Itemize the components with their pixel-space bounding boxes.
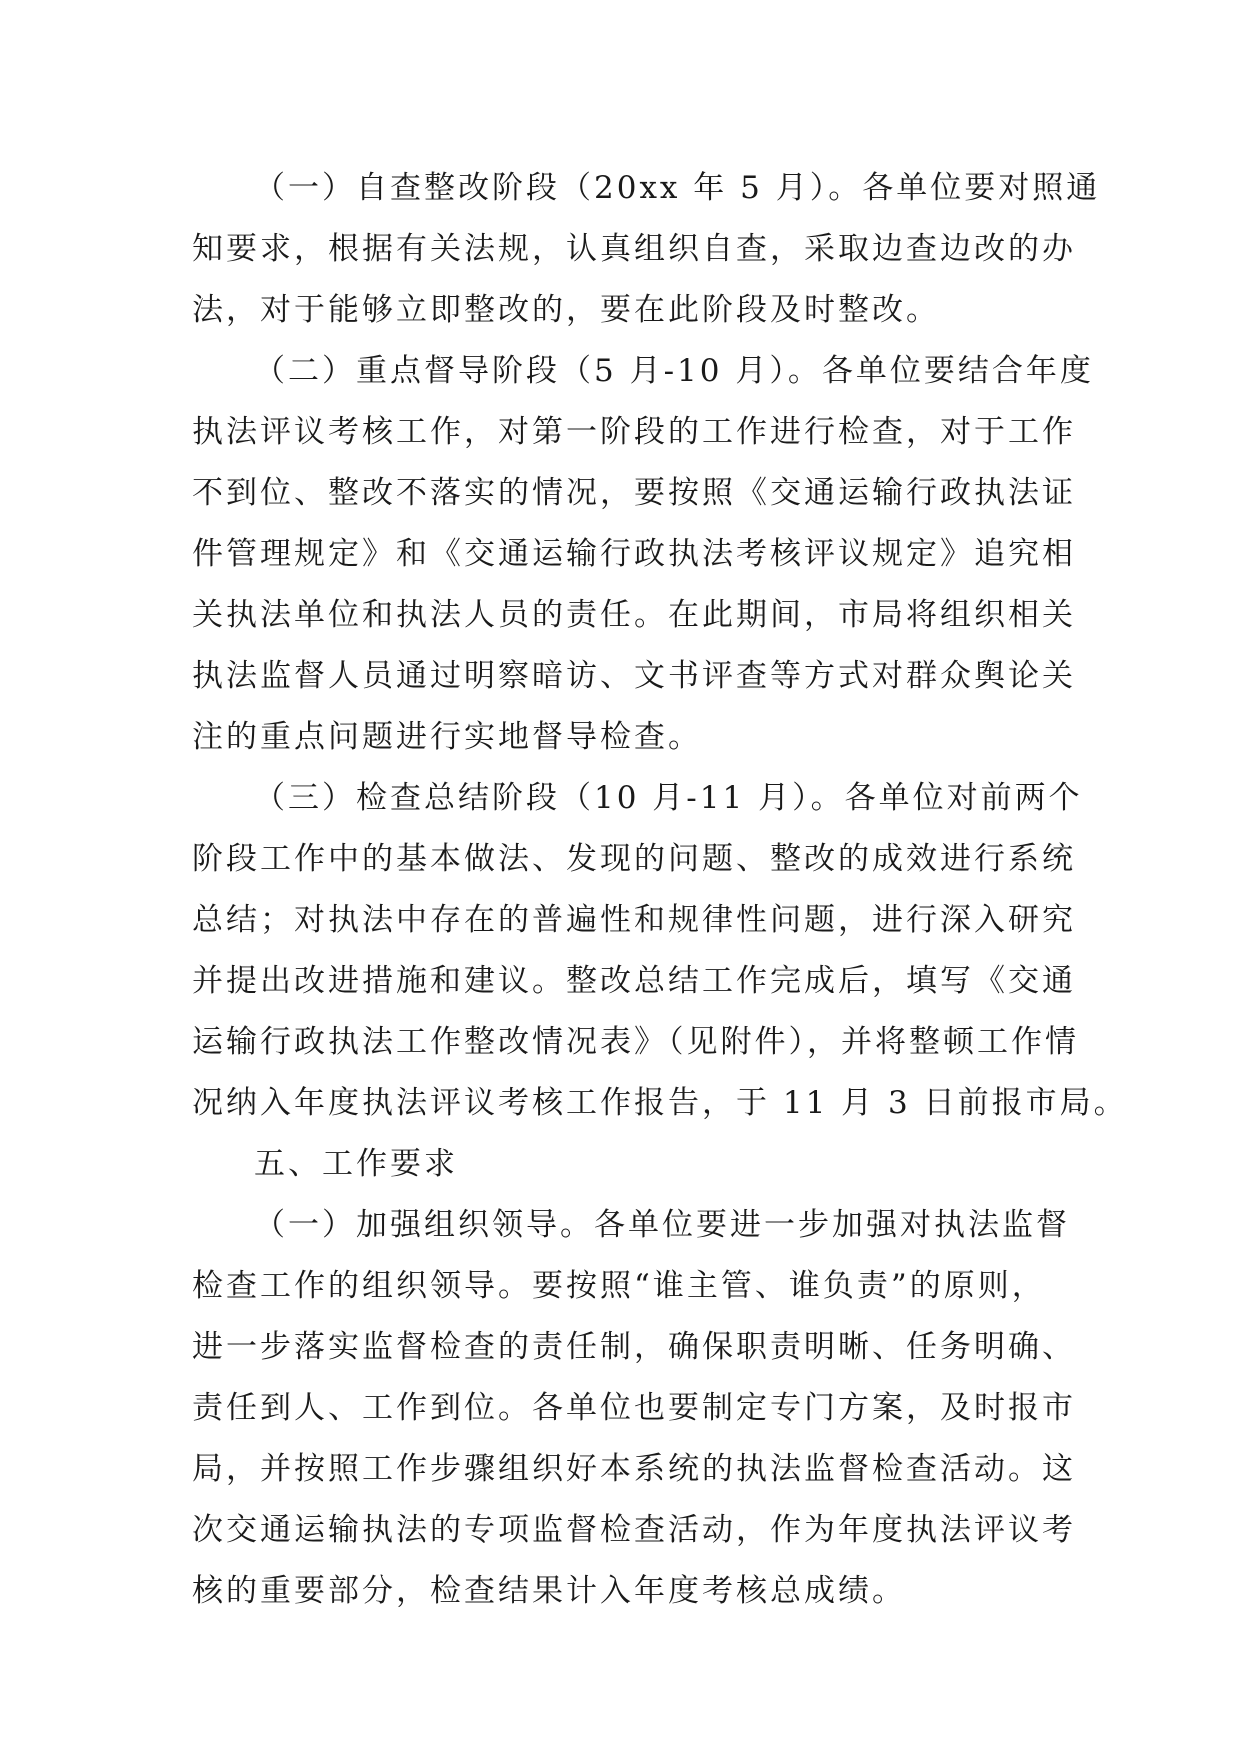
text-line: 运输行政执法工作整改情况表》（见附件），并将整顿工作情: [192, 1024, 1079, 1060]
text-line: （三）检查总结阶段（10 月-11 月）。各单位对前两个: [254, 780, 1083, 816]
text-line: 阶段工作中的基本做法、发现的问题、整改的成效进行系统: [192, 841, 1076, 877]
text-line: 不到位、整改不落实的情况，要按照《交通运输行政执法证: [192, 475, 1076, 511]
text-line: （一）加强组织领导。各单位要进一步加强对执法监督: [254, 1207, 1070, 1243]
text-line: （一）自查整改阶段（20xx 年 5 月）。各单位要对照通: [254, 170, 1101, 206]
text-line: 核的重要部分，检查结果计入年度考核总成绩。: [192, 1573, 906, 1609]
document-body: [192, 158, 1128, 1622]
text-line: 知要求，根据有关法规，认真组织自查，采取边查边改的办: [192, 231, 1076, 267]
text-line: 关执法单位和执法人员的责任。在此期间，市局将组织相关: [192, 597, 1076, 633]
text-line: 局，并按照工作步骤组织好本系统的执法监督检查活动。这: [192, 1451, 1076, 1487]
text-line: 进一步落实监督检查的责任制，确保职责明晰、任务明确、: [192, 1329, 1076, 1365]
section-heading: 五、工作要求: [254, 1146, 458, 1182]
text-line: 责任到人、工作到位。各单位也要制定专门方案，及时报市: [192, 1390, 1076, 1426]
text-line: 法，对于能够立即整改的，要在此阶段及时整改。: [192, 292, 940, 328]
text-line: 注的重点问题进行实地督导检查。: [192, 719, 702, 755]
text-line: 况纳入年度执法评议考核工作报告，于 11 月 3 日前报市局。: [192, 1085, 1128, 1121]
text-line: 检查工作的组织领导。要按照“谁主管、谁负责”的原则，: [192, 1268, 1046, 1304]
text-line: 件管理规定》和《交通运输行政执法考核评议规定》追究相: [192, 536, 1076, 572]
text-line: 总结；对执法中存在的普遍性和规律性问题，进行深入研究: [192, 902, 1076, 938]
text-line: （二）重点督导阶段（5 月-10 月）。各单位要结合年度: [254, 353, 1094, 389]
text-line: 并提出改进措施和建议。整改总结工作完成后，填写《交通: [192, 963, 1076, 999]
text-line: 执法评议考核工作，对第一阶段的工作进行检查，对于工作: [192, 414, 1076, 450]
text-line: 执法监督人员通过明察暗访、文书评查等方式对群众舆论关: [192, 658, 1076, 694]
text-line: 次交通运输执法的专项监督检查活动，作为年度执法评议考: [192, 1512, 1076, 1548]
